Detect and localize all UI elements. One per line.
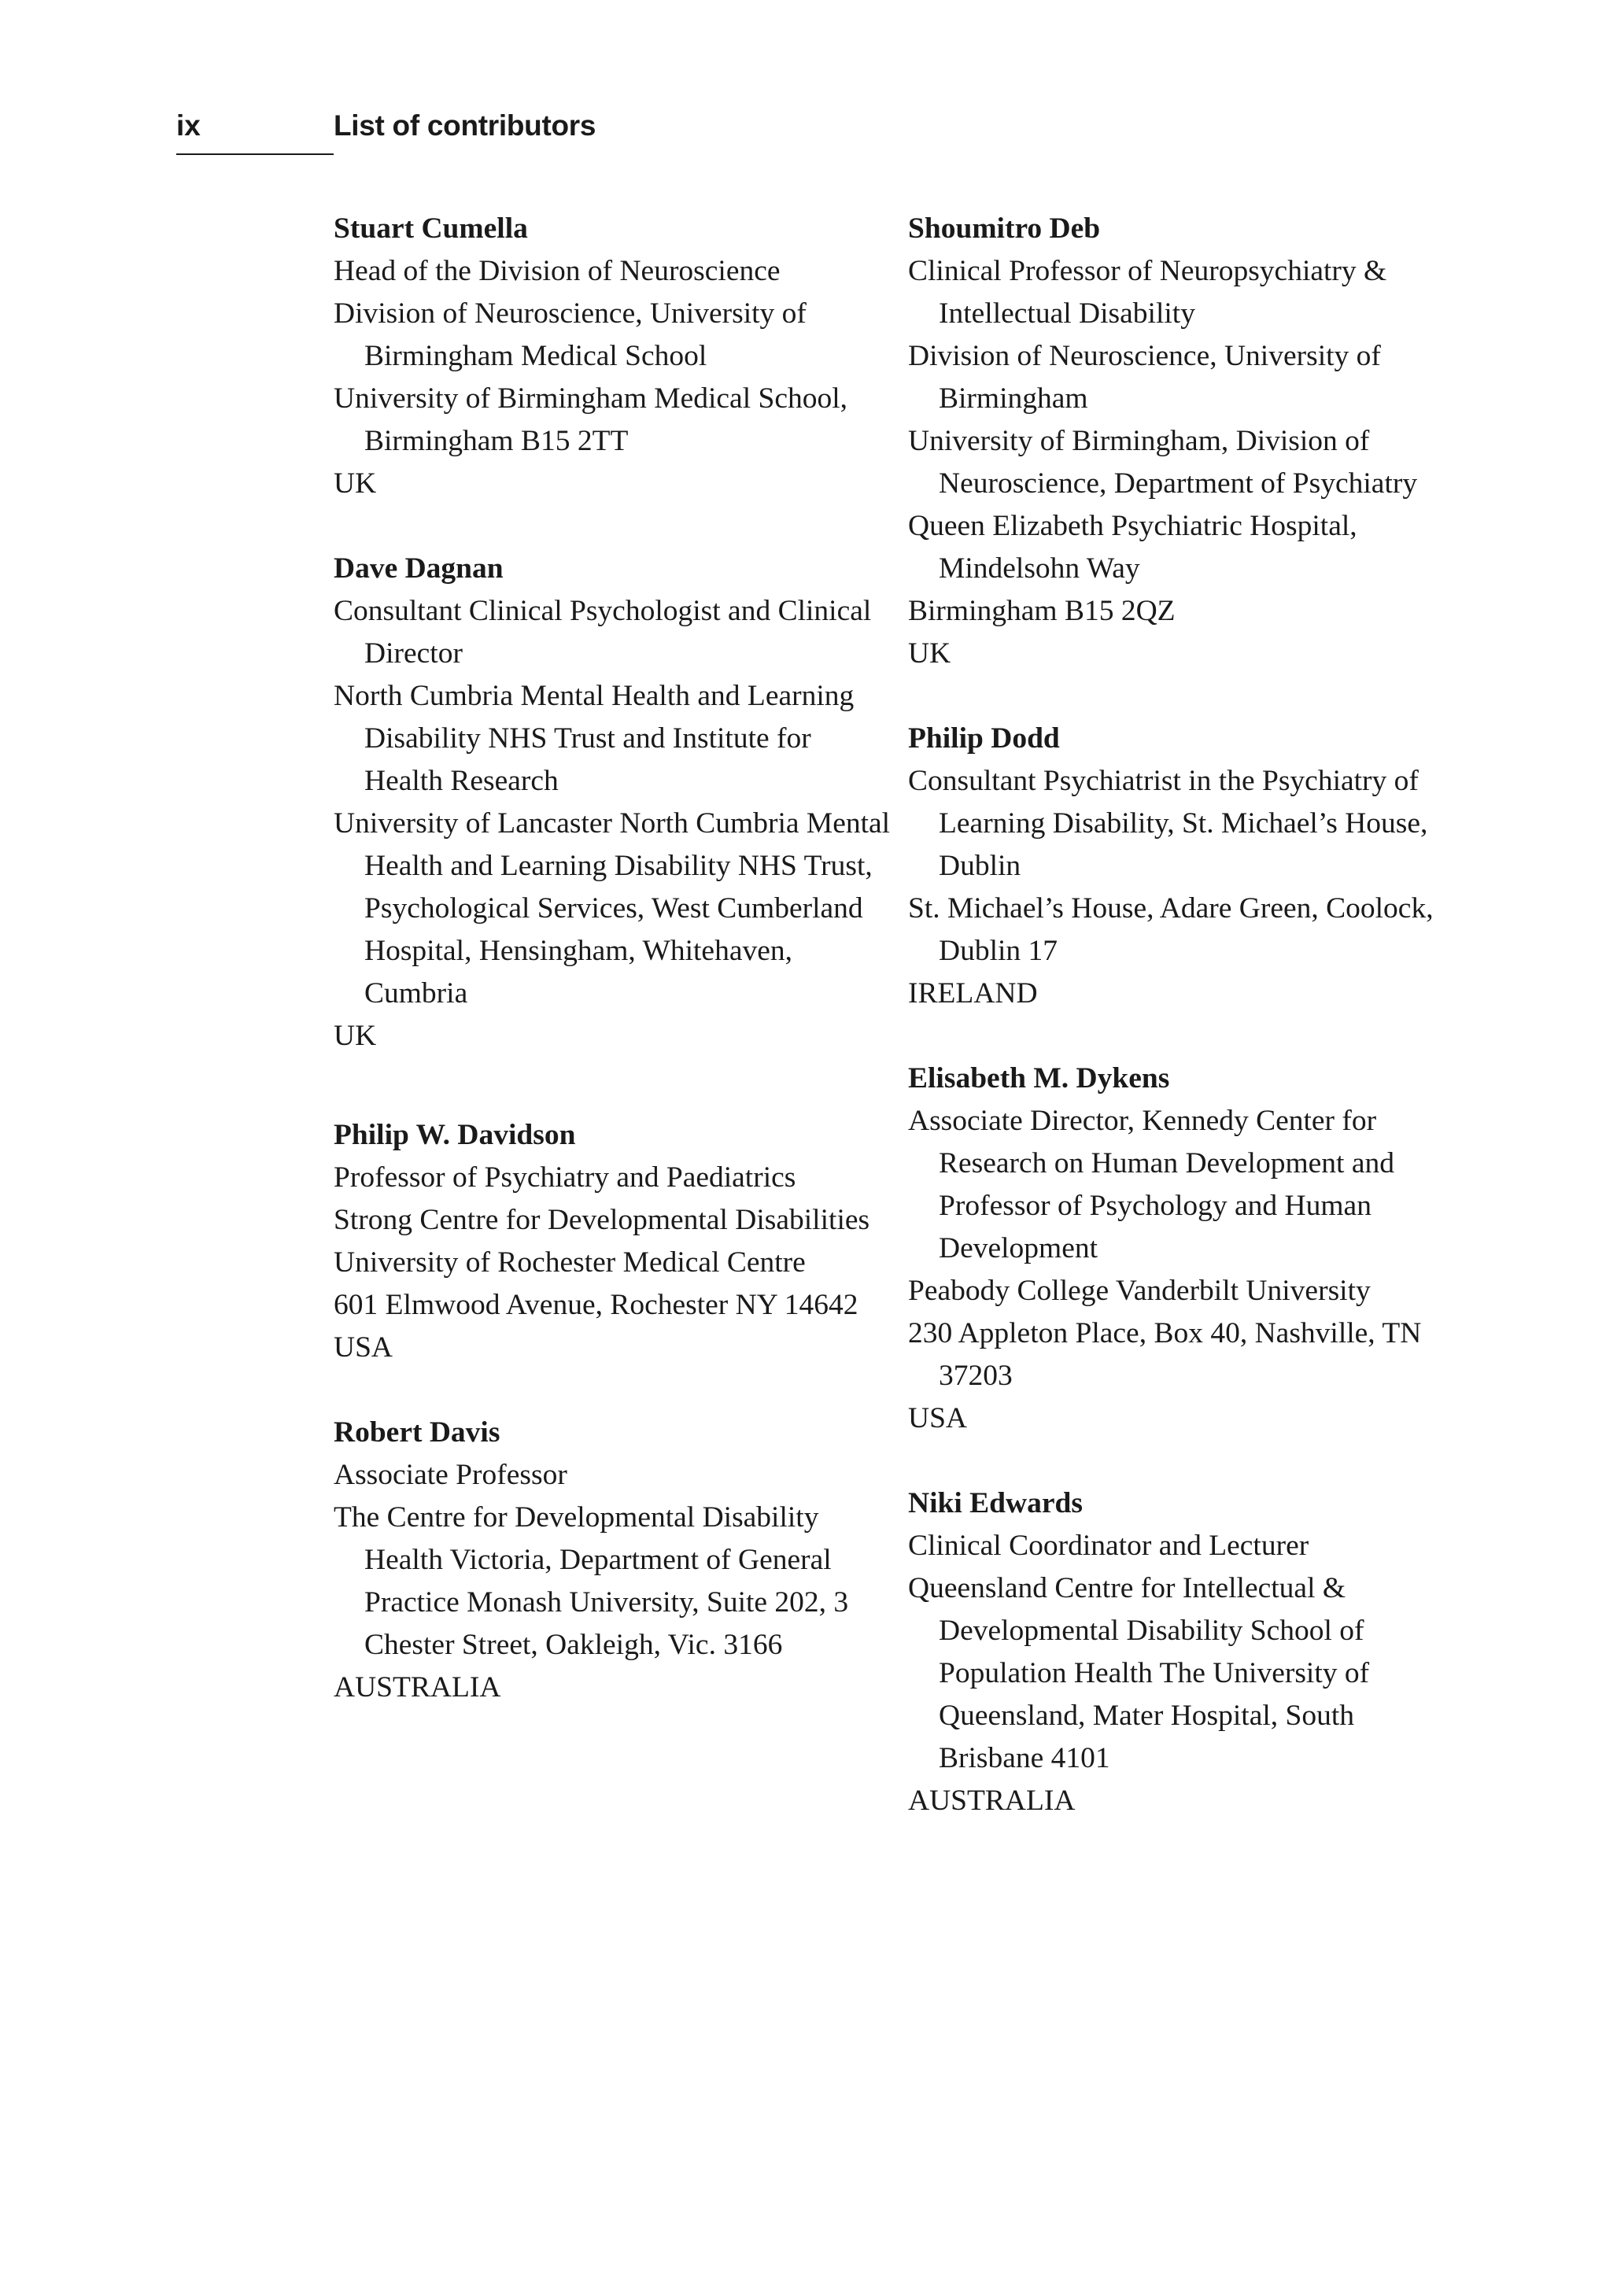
contributor-country: AUSTRALIA [334, 1671, 501, 1704]
contributor-entry [908, 1058, 1451, 1440]
contributor-entry [334, 208, 892, 505]
contributor-affiliation: Strong Centre for Developmental Disabilities [334, 1204, 870, 1236]
contributor-country: AUSTRALIA [908, 1785, 1076, 1817]
contributor-affiliation: Queensland Centre for Intellectual & Developmental Disability School of Population Health The University of Queensland, Mater Hospital, South Brisbane 4101 [908, 1572, 1370, 1774]
header-rule [176, 153, 334, 155]
contributor-name: Shoumitro Deb [908, 212, 1101, 245]
page-number: ix [176, 109, 201, 142]
contributor-country: UK [334, 467, 377, 500]
contributor-entry [908, 718, 1451, 1015]
contributor-name: Stuart Cumella [334, 212, 528, 245]
contributor-position: Consultant Psychiatrist in the Psychiatry of Learning Disability, St. Michael’s House, Dublin [908, 765, 1428, 882]
contributor-name: Philip Dodd [908, 722, 1060, 755]
contributor-position: Professor of Psychiatry and Paediatrics [334, 1161, 796, 1194]
contributor-entry [334, 1114, 892, 1369]
contributor-entry [334, 1412, 892, 1709]
contributor-name: Elisabeth M. Dykens [908, 1062, 1170, 1094]
contributor-affiliation: Division of Neuroscience, University of Birmingham [908, 340, 1381, 415]
page-title: List of contributors [334, 109, 596, 142]
contributors-column-left [334, 208, 892, 1752]
contributor-affiliation: Division of Neuroscience, University of Birmingham Medical School [334, 297, 807, 372]
contributor-address: 230 Appleton Place, Box 40, Nashville, TN 37203 [908, 1317, 1422, 1392]
contributor-address: University of Birmingham Medical School, Birmingham B15 2TT [334, 382, 848, 457]
contributor-position: Head of the Division of Neuroscience [334, 255, 781, 287]
contributor-affiliation: North Cumbria Mental Health and Learning Disability NHS Trust and Institute for Health Research [334, 680, 855, 797]
contributor-position: Clinical Coordinator and Lecturer [908, 1530, 1309, 1562]
contributor-address: Birmingham B15 2QZ [908, 595, 1176, 627]
contributor-country: UK [334, 1020, 377, 1052]
contributor-position: Consultant Clinical Psychologist and Clinical Director [334, 595, 872, 670]
contributor-country: UK [908, 637, 951, 670]
contributor-address: Queen Elizabeth Psychiatric Hospital, Mindelsohn Way [908, 510, 1357, 585]
contributor-country: USA [908, 1402, 968, 1434]
contributor-entry [908, 208, 1451, 675]
contributor-address: University of Lancaster North Cumbria Mental Health and Learning Disability NHS Trust, Psychological Services, West Cumberland Hospital, Hensingham, Whitehaven, Cumbria [334, 807, 891, 1010]
contributor-position: Associate Director, Kennedy Center for Research on Human Development and Professor of Psychology and Human Development [908, 1105, 1394, 1264]
contributor-affiliation: University of Birmingham, Division of Neuroscience, Department of Psychiatry [908, 425, 1418, 500]
contributor-affiliation: The Centre for Developmental Disability Health Victoria, Department of General Practice Monash University, Suite 202, 3 Chester Street, Oakleigh, Vic. 3166 [334, 1501, 849, 1661]
contributor-name: Niki Edwards [908, 1487, 1083, 1519]
contributor-address: St. Michael’s House, Adare Green, Coolock, Dublin 17 [908, 892, 1434, 967]
contributor-position: Clinical Professor of Neuropsychiatry & Intellectual Disability [908, 255, 1387, 330]
contributor-country: IRELAND [908, 977, 1038, 1010]
contributor-address: 601 Elmwood Avenue, Rochester NY 14642 [334, 1289, 858, 1321]
contributor-entry [334, 548, 892, 1058]
contributor-affiliation: Peabody College Vanderbilt University [908, 1275, 1371, 1307]
contributor-name: Philip W. Davidson [334, 1119, 576, 1151]
contributor-entry [908, 1482, 1451, 1822]
contributor-affiliation: University of Rochester Medical Centre [334, 1246, 806, 1279]
contributor-country: USA [334, 1331, 393, 1364]
running-header [176, 106, 1435, 169]
contributor-position: Associate Professor [334, 1459, 567, 1491]
contributors-column-right [908, 208, 1451, 1865]
contributor-name: Dave Dagnan [334, 552, 504, 585]
contributor-name: Robert Davis [334, 1416, 500, 1449]
